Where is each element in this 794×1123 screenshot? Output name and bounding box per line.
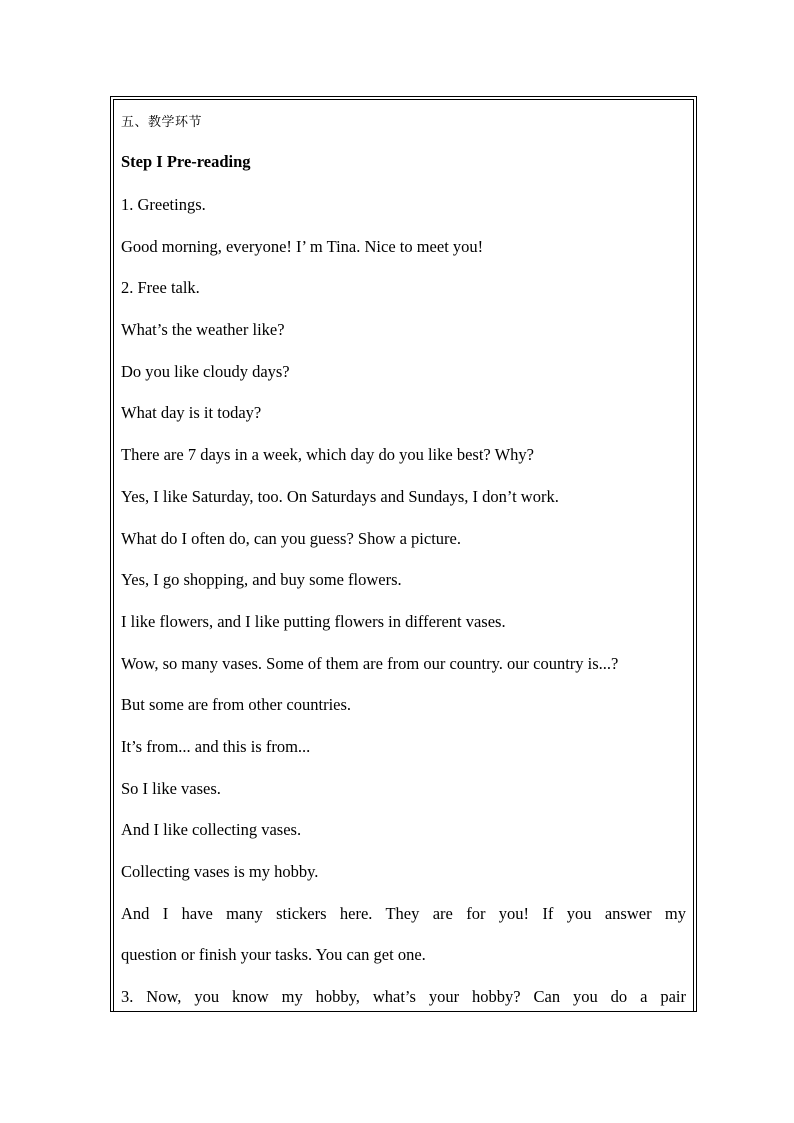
lesson-table (110, 96, 697, 1012)
text-line: What day is it today? (121, 403, 262, 423)
text-line-last: 3. Now, you know my hobby, what’s your hobby? Can you do a pair (121, 987, 686, 1007)
text-line: Yes, I like Saturday, too. On Saturdays and Sundays, I don’t work. (121, 486, 559, 506)
text-line: question or finish your tasks. You can get one. (121, 945, 426, 965)
text-line: I like flowers, and I like putting flowers in different vases. (121, 611, 506, 631)
text-line: And I like collecting vases. (121, 820, 302, 840)
step-title: Step I Pre-reading (121, 152, 251, 171)
text-line-justified: And I have many stickers here. They are for you! If you answer my (121, 903, 686, 923)
text-line: Do you like cloudy days? (121, 361, 290, 381)
text-line: What do I often do, can you guess? Show a picture. (121, 528, 461, 548)
text-line: So I like vases. (121, 778, 221, 798)
section-heading: 五、教学环节 (121, 115, 203, 130)
text-line: 2. Free talk. (121, 278, 200, 298)
text-line: Collecting vases is my hobby. (121, 862, 319, 881)
text-line: But some are from other countries. (121, 695, 352, 715)
text-line: It’s from... and this is from... (121, 736, 311, 756)
text-line: Good morning, everyone! I’ m Tina. Nice to meet you! (121, 236, 484, 256)
lesson-cell (113, 99, 694, 1012)
text-line: 1. Greetings. (121, 195, 206, 214)
text-line: There are 7 days in a week, which day do you like best? Why? (121, 445, 534, 465)
text-line: Wow, so many vases. Some of them are from our country. our country is...? (121, 653, 619, 673)
text-line: Yes, I go shopping, and buy some flowers. (121, 570, 402, 590)
text-line: What’s the weather like? (121, 320, 285, 340)
